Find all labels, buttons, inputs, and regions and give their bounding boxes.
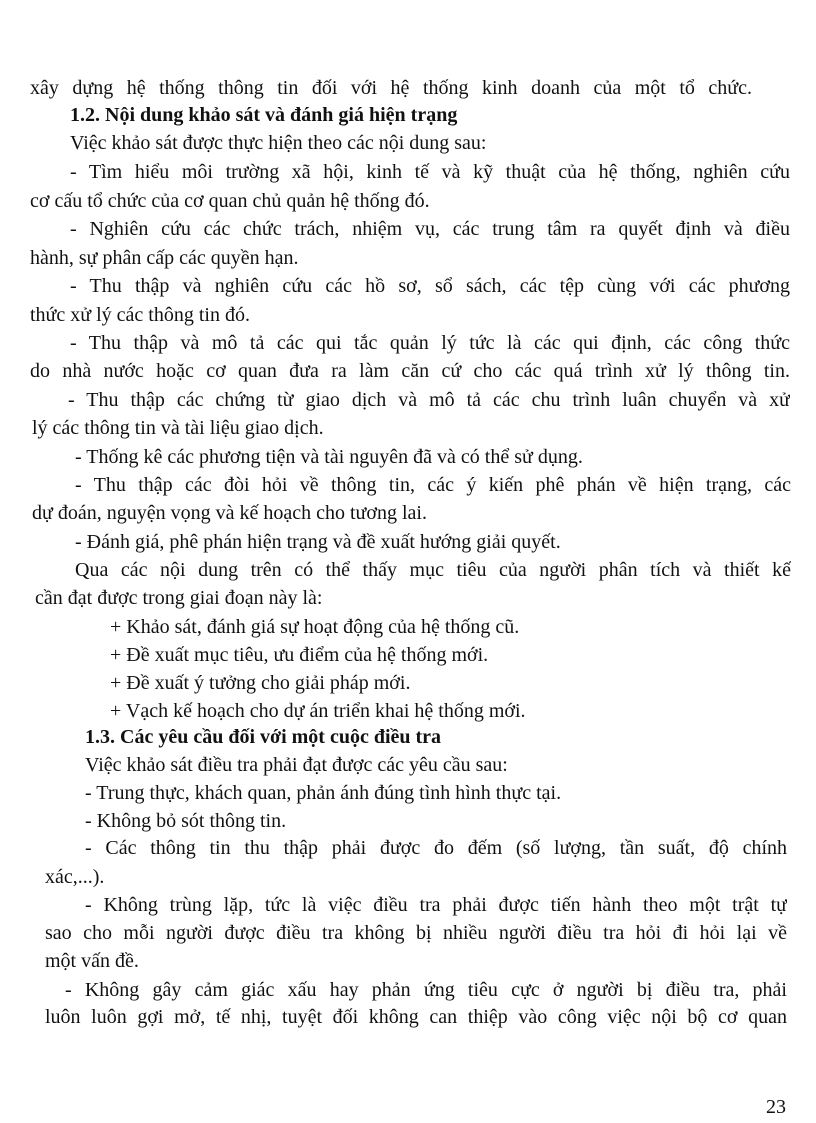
text-line: - Trung thực, khách quan, phản ánh đúng tình hình thực tại. bbox=[85, 782, 562, 804]
text-line: thức xử lý các thông tin đó. bbox=[30, 304, 250, 326]
text-line: xác,...). bbox=[45, 866, 105, 888]
text-line: luôn luôn gợi mở, tế nhị, tuyệt đối không can thiệp vào công việc nội bộ cơ quan bbox=[45, 1006, 787, 1028]
bullet-item: + Khảo sát, đánh giá sự hoạt động của hệ thống cũ. bbox=[110, 616, 520, 638]
page-number: 23 bbox=[766, 1096, 786, 1118]
bullet-item: + Vạch kế hoạch cho dự án triển khai hệ thống mới. bbox=[110, 700, 526, 722]
text-line: - Đánh giá, phê phán hiện trạng và đề xuất hướng giải quyết. bbox=[75, 531, 561, 553]
text-line: hành, sự phân cấp các quyền hạn. bbox=[30, 247, 299, 269]
text-line: - Không trùng lặp, tức là việc điều tra phải được tiến hành theo một trật tự bbox=[85, 894, 787, 916]
text-line: lý các thông tin và tài liệu giao dịch. bbox=[32, 417, 324, 439]
text-line: Việc khảo sát điều tra phải đạt được các yêu cầu sau: bbox=[85, 754, 508, 776]
section-heading-1-2: 1.2. Nội dung khảo sát và đánh giá hiện trạng bbox=[70, 104, 458, 126]
text-line: - Thu thập các đòi hỏi về thông tin, các ý kiến phê phán về hiện trạng, các bbox=[75, 474, 791, 496]
text-line: sao cho mỗi người được điều tra không bị nhiều người điều tra hỏi đi hỏi lại về bbox=[45, 922, 787, 944]
text-line: cơ cấu tổ chức của cơ quan chủ quản hệ thống đó. bbox=[30, 190, 430, 212]
text-line: - Thu thập và nghiên cứu các hồ sơ, sổ sách, các tệp cùng với các phương bbox=[70, 275, 790, 297]
text-line: dự đoán, nguyện vọng và kế hoạch cho tương lai. bbox=[32, 502, 427, 524]
text-line: do nhà nước hoặc cơ quan đưa ra làm căn cứ cho các quá trình xử lý thông tin. bbox=[30, 360, 790, 382]
text-line: cần đạt được trong giai đoạn này là: bbox=[35, 587, 323, 609]
text-line: - Các thông tin thu thập phải được đo đếm (số lượng, tần suất, độ chính bbox=[85, 837, 787, 859]
text-line: - Thống kê các phương tiện và tài nguyên đã và có thể sử dụng. bbox=[75, 446, 583, 468]
text-line: - Không gây cảm giác xấu hay phản ứng tiêu cực ở người bị điều tra, phải bbox=[65, 979, 787, 1001]
section-heading-1-3: 1.3. Các yêu cầu đối với một cuộc điều tra bbox=[85, 726, 442, 748]
text-line: một vấn đề. bbox=[45, 950, 139, 972]
bullet-item: + Đề xuất ý tưởng cho giải pháp mới. bbox=[110, 672, 411, 694]
text-line: - Thu thập các chứng từ giao dịch và mô tả các chu trình luân chuyển và xử bbox=[68, 389, 790, 411]
text-line: - Nghiên cứu các chức trách, nhiệm vụ, các trung tâm ra quyết định và điều bbox=[70, 218, 790, 240]
text-line: - Thu thập và mô tả các qui tắc quản lý tức là các qui định, các công thức bbox=[70, 332, 790, 354]
text-line: Qua các nội dung trên có thể thấy mục tiêu của người phân tích và thiết kế bbox=[75, 559, 791, 581]
text-line: - Tìm hiểu môi trường xã hội, kinh tế và kỹ thuật của hệ thống, nghiên cứu bbox=[70, 161, 790, 183]
text-line: - Không bỏ sót thông tin. bbox=[85, 810, 287, 832]
bullet-item: + Đề xuất mục tiêu, ưu điểm của hệ thống mới. bbox=[110, 644, 489, 666]
text-line: Việc khảo sát được thực hiện theo các nội dung sau: bbox=[70, 132, 487, 154]
text-line: xây dựng hệ thống thông tin đối với hệ thống kinh doanh của một tổ chức. bbox=[30, 77, 752, 99]
